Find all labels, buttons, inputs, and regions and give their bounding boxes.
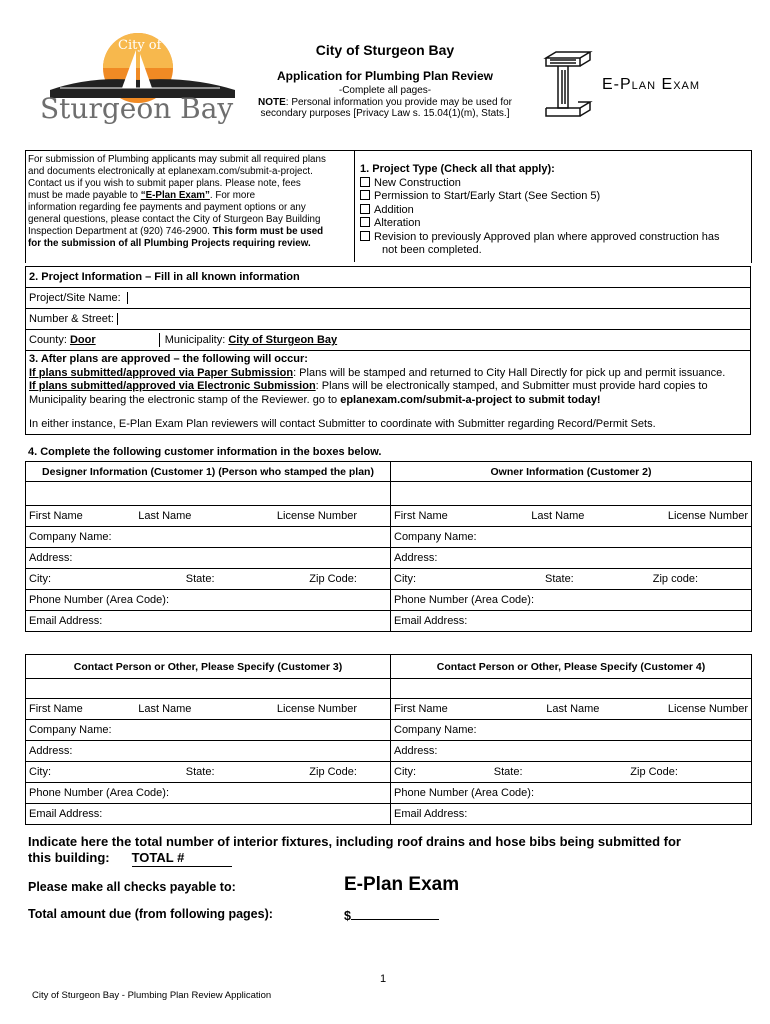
owner-company-field[interactable]: Company Name: <box>391 527 752 548</box>
option-label: Addition <box>374 203 414 216</box>
submission-line-5: information regarding fee payments and payment options or any <box>28 202 306 213</box>
eplan-logo-text: E-Plan Exam <box>602 76 701 93</box>
fixtures-line-2 <box>28 850 750 867</box>
fixtures-line-2-text: this building: <box>28 850 110 865</box>
city-label: City: <box>29 766 51 778</box>
dollar-sign: $ <box>344 909 351 923</box>
header-city: City of Sturgeon Bay <box>315 42 455 58</box>
license-label: License Number <box>276 510 357 522</box>
checkbox-new-construction[interactable] <box>360 177 370 187</box>
submission-line-7a: Inspection Department at (920) 746-2900. <box>28 226 213 237</box>
logo-bottom-text: Sturgeon Bay <box>40 92 234 125</box>
header-note-2: secondary purposes [Privacy Law s. 15.04(1)(m), Stats.] <box>260 108 510 119</box>
note-text: : Personal information you provide may be used for <box>285 97 512 108</box>
project-type <box>360 163 745 258</box>
blank-cell <box>26 482 391 506</box>
zip-label: Zip Code: <box>630 766 678 778</box>
designer-city-fields[interactable] <box>26 569 391 590</box>
elec-line <box>29 380 747 394</box>
customer3-name-fields[interactable] <box>26 699 391 720</box>
city-logo <box>30 28 250 126</box>
header-block <box>240 42 530 119</box>
payee-inline: “E-Plan Exam” <box>140 190 210 201</box>
zip-label: Zip Code: <box>309 573 357 585</box>
option-addition[interactable] <box>360 204 745 218</box>
blank-cell <box>391 482 752 506</box>
customer3-city-fields[interactable] <box>26 762 391 783</box>
owner-email-field[interactable]: Email Address: <box>391 611 752 632</box>
blank-cell <box>26 679 391 699</box>
designer-company-field[interactable]: Company Name: <box>26 527 391 548</box>
option-early-start[interactable] <box>360 190 745 204</box>
designer-address-field[interactable]: Address: <box>26 548 391 569</box>
total-label: TOTAL # <box>131 850 185 865</box>
street-label: Number & Street: <box>29 313 118 325</box>
intro-divider <box>354 150 355 262</box>
customer4-city-fields[interactable] <box>391 762 752 783</box>
paper-text: : Plans will be stamped and returned to City Hall Directly for pick up and permit issuance. <box>293 366 726 379</box>
license-label: License Number <box>667 703 748 715</box>
either-line: In either instance, E-Plan Exam Plan reviewers will contact Submitter to coordinate with Submitter regarding Record/Permit Sets. <box>29 418 656 430</box>
last-name-label: Last Name <box>546 703 600 715</box>
submission-line-8: for the submission of all Plumbing Projects requiring review. <box>28 238 311 249</box>
paper-label: If plans submitted/approved via Paper Submission <box>29 366 294 379</box>
option-label: Alteration <box>374 217 421 229</box>
city-label: City: <box>394 573 416 585</box>
due-field[interactable] <box>344 907 439 923</box>
license-label: License Number <box>276 703 357 715</box>
section3-title: 3. After plans are approved – the following will occur: <box>29 353 308 365</box>
last-name-label: Last Name <box>138 703 192 715</box>
submission-line-7b: This form must be used <box>212 226 324 237</box>
customer4-header: Contact Person or Other, Please Specify (Customer 4) <box>391 655 752 679</box>
checks-label: Please make all checks payable to: <box>28 880 236 894</box>
elec-text-2: Municipality bearing the electronic stamp of the Reviewer. go to <box>29 393 341 406</box>
blank-cell <box>391 679 752 699</box>
customer-table-1 <box>25 461 752 632</box>
site-name-label: Project/Site Name: <box>29 292 128 304</box>
checkbox-revision[interactable] <box>360 231 370 241</box>
owner-address-field[interactable]: Address: <box>391 548 752 569</box>
submit-link[interactable]: eplanexam.com/submit-a-project to submit today! <box>340 393 601 406</box>
last-name-label: Last Name <box>138 510 192 522</box>
muni-value: City of Sturgeon Bay <box>228 333 338 346</box>
logo-top-text: City of <box>118 38 162 53</box>
paper-line <box>29 367 747 381</box>
submission-line-1: For submission of Plumbing applicants may submit all required plans <box>28 154 326 165</box>
county-label: County: <box>29 333 70 346</box>
state-label: State: <box>185 573 215 585</box>
submission-line-4a: must be made payable to <box>28 190 141 201</box>
submission-line-6: general questions, please contact the City of Sturgeon Bay Building <box>28 214 321 225</box>
checkbox-addition[interactable] <box>360 204 370 214</box>
first-name-label: First Name <box>29 703 83 715</box>
elec-line-2 <box>29 394 747 408</box>
submission-line-4c: . For more <box>209 190 256 201</box>
customer3-address-field[interactable]: Address: <box>26 741 391 762</box>
eplan-logo <box>540 50 740 125</box>
owner-phone-field[interactable]: Phone Number (Area Code): <box>391 590 752 611</box>
license-label: License Number <box>667 510 748 522</box>
option-revision[interactable] <box>360 231 745 245</box>
designer-phone-field[interactable]: Phone Number (Area Code): <box>26 590 391 611</box>
first-name-label: First Name <box>29 510 83 522</box>
submission-line-2: and documents electronically at eplanexam.com/submit-a-project. <box>28 166 313 177</box>
designer-header: Designer Information (Customer 1) (Person who stamped the plan) <box>26 462 391 482</box>
customer3-email-field[interactable]: Email Address: <box>26 804 391 825</box>
muni-label: Municipality: <box>164 333 229 346</box>
owner-header: Owner Information (Customer 2) <box>391 462 752 482</box>
option-label: New Construction <box>374 176 461 189</box>
option-revision-cont: not been completed. <box>382 244 482 256</box>
state-label: State: <box>185 766 215 778</box>
submission-text <box>28 154 350 250</box>
project-info-table <box>25 266 751 435</box>
first-name-label: First Name <box>394 510 448 522</box>
street-field[interactable] <box>26 309 751 330</box>
customer3-company-field[interactable]: Company Name: <box>26 720 391 741</box>
first-name-label: First Name <box>394 703 448 715</box>
submission-line-3: Contact us if you wish to submit paper plans. Please note, fees <box>28 178 301 189</box>
section3-cell <box>26 351 751 435</box>
fixtures-line-1: Indicate here the total number of interior fixtures, including roof drains and hose bibs being submitted for <box>28 834 681 849</box>
designer-email-field[interactable]: Email Address: <box>26 611 391 632</box>
county-value: Door <box>69 333 96 346</box>
zip-label: Zip code: <box>652 573 698 585</box>
i-beam-icon <box>540 50 600 125</box>
zip-label: Zip Code: <box>309 766 357 778</box>
option-new-construction[interactable] <box>360 177 745 191</box>
elec-text: : Plans will be electronically stamped, and Submitter must provide hard copies to <box>315 380 708 392</box>
section4-title: 4. Complete the following customer information in the boxes below. <box>28 446 382 458</box>
customer3-header: Contact Person or Other, Please Specify (Customer 3) <box>26 655 391 679</box>
submission-line-7 <box>28 226 350 238</box>
fixtures-block <box>28 834 750 867</box>
header-title: Application for Plumbing Plan Review <box>276 69 494 83</box>
customer4-email-field[interactable]: Email Address: <box>391 804 752 825</box>
customer4-address-field[interactable]: Address: <box>391 741 752 762</box>
due-label: Total amount due (from following pages): <box>28 907 273 921</box>
customer3-phone-field[interactable]: Phone Number (Area Code): <box>26 783 391 804</box>
total-field[interactable] <box>132 850 232 867</box>
header-complete: -Complete all pages- <box>338 85 432 96</box>
option-alteration[interactable] <box>360 217 745 231</box>
site-name-field[interactable] <box>26 288 751 309</box>
checkbox-alteration[interactable] <box>360 217 370 227</box>
header-note <box>240 97 530 108</box>
elec-label: If plans submitted/approved via Electronic Submission <box>29 380 316 392</box>
state-label: State: <box>545 573 574 585</box>
option-label: Permission to Start/Early Start (See Section 5) <box>374 190 601 202</box>
submission-line-4 <box>28 190 350 202</box>
customer-table-2 <box>25 654 752 825</box>
customer4-name-fields[interactable] <box>391 699 752 720</box>
state-label: State: <box>493 766 523 778</box>
customer4-company-field[interactable]: Company Name: <box>391 720 752 741</box>
checkbox-early-start[interactable] <box>360 190 370 200</box>
footer-text: City of Sturgeon Bay - Plumbing Plan Review Application <box>32 990 272 1001</box>
customer4-phone-field[interactable]: Phone Number (Area Code): <box>391 783 752 804</box>
section1-title: 1. Project Type (Check all that apply): <box>360 163 555 175</box>
payee-name: E-Plan Exam <box>344 874 460 895</box>
page-number: 1 <box>380 973 387 985</box>
owner-city-fields[interactable] <box>391 569 752 590</box>
section2-title: 2. Project Information – Fill in all known information <box>26 267 751 288</box>
city-label: City: <box>394 766 416 778</box>
city-label: City: <box>29 573 51 585</box>
county-row <box>26 330 751 351</box>
designer-name-fields[interactable] <box>26 506 391 527</box>
owner-name-fields[interactable] <box>391 506 752 527</box>
last-name-label: Last Name <box>531 510 585 522</box>
option-label: Revision to previously Approved plan where approved construction has <box>374 230 720 243</box>
note-label: NOTE <box>257 97 286 108</box>
